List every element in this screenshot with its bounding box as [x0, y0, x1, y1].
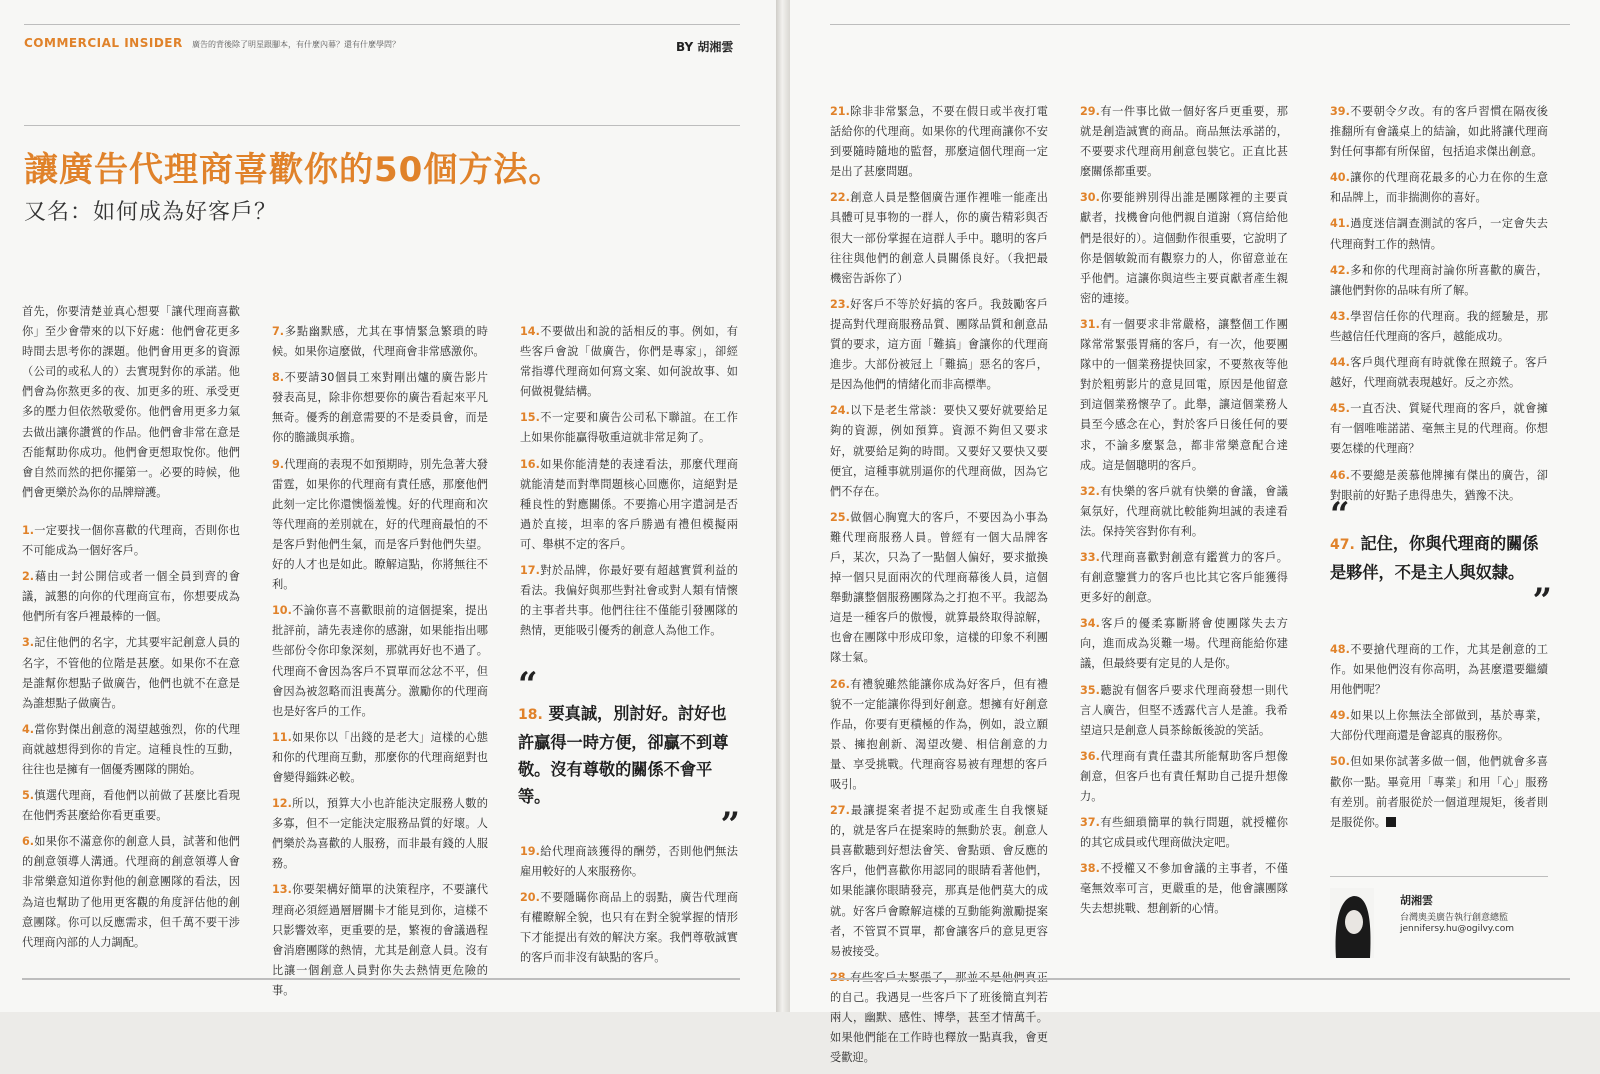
list-item: 24.以下是老生常談：要快又要好就要給足夠的資源，例如預算。資源不夠但又要求好，就要給足夠的時間。又要好又要快又要便宜，這種事就別逼你的代理商做，因為它們不存在。 [830, 404, 1048, 498]
list-item: 16.如果你能清楚的表達看法，那麼代理商就能清楚而對準問題核心回應你，這絕對是種良性的對應關係。不要擔心用字遣詞是否過於直接，坦率的客戶勝過有禮但模擬兩可、舉棋不定的客戶。 [520, 457, 738, 551]
author-rule [1330, 876, 1548, 877]
list-item: 36.代理商有責任盡其所能幫助客戶想像創意，但客戶也有責任幫助自己提升想像力。 [1080, 749, 1288, 803]
column-3 [520, 322, 738, 647]
pull-quote-47 [1330, 495, 1552, 621]
list-item: 12.所以，預算大小也許能決定服務人數的多寡，但不一定能決定服務品質的好壞。人們樂於為喜歡的人服務，而非最有錢的人服務。 [272, 797, 488, 871]
list-item: 11.如果你以「出錢的是老大」這樣的心態和你的代理商互動，那麼你的代理商絕對也會變得錙銖必較。 [272, 730, 488, 784]
section-tag: COMMERCIAL INSIDER [24, 36, 183, 50]
list-item: 38.不授權又不參加會議的主事者，不僅毫無效率可言，更嚴重的是，他會讓團隊失去想挑戰、想創新的心情。 [1080, 862, 1288, 916]
list-item: 20.不要隱瞞你商品上的弱點，廣告代理商有權瞭解全貌，也只有在對全貌掌握的情形下才能提出有效的解決方案。我們尊敬誠實的客戶而非沒有缺點的客戶。 [520, 891, 738, 965]
list-item: 42.多和你的代理商討論你所喜歡的廣告，讓他們對你的品味有所了解。 [1330, 263, 1548, 297]
author-role: 台灣奧美廣告執行創意總監 [1400, 913, 1509, 923]
list-item: 33.代理商喜歡對創意有鑑賞力的客戶。有創意鑒賞力的客戶也比其它客戶能獲得更多好的創意。 [1080, 550, 1288, 605]
list-item: 37.有些細瑣簡單的執行問題，就授權你的其它成員或代理商做決定吧。 [1080, 816, 1288, 850]
list-item: 46.不要總是羨慕他牌擁有傑出的廣告，卻對眼前的好點子患得患失，猶豫不決。 [1330, 468, 1548, 502]
list-item: 41.過度迷信調查測試的客戶，一定會失去代理商對工作的熱情。 [1330, 217, 1548, 251]
open-quote-mark: “ [518, 665, 538, 705]
list-item: 45.一直否決、質疑代理商的客戶，就會擁有一個唯唯諾諾、毫無主見的代理商。你想要怎樣的代理商？ [1330, 402, 1548, 456]
list-item: 43.學習信任你的代理商。我的經驗是，那些越信任代理商的客戶，越能成功。 [1330, 309, 1548, 343]
list-item: 9.代理商的表現不如預期時，別先急著大發雷霆，如果你的代理商有責任感，那麼他們此刻一定比你還懊惱羞愧。好的代理商和次等代理商的差別就在，好的代理商最怕的不是客戶對他們生氣，而是客戶對他們失望。好的人才也是如此。瞭解這點，你將無往不利。 [272, 457, 488, 592]
header-rule [24, 125, 740, 126]
column-1 [22, 302, 240, 959]
list-item: 31.有一個要求非常嚴格，讓整個工作團隊常常緊張胃痛的客戶，有一次，他要團隊中的一個業務提快回家，不要熬夜等他對於粗剪影片的意見回電，原因是他留意到這個業務懷孕了。此舉，讓這個業務人員至今感念在心，對於客戶日後任何的要求，不論多麼緊急，都非常樂意配合達成。這是個聰明的客戶。 [1080, 317, 1288, 472]
list-item: 的自己。我遇見一些客戶下了班後簡直判若兩人，幽默、感性、博學，甚至才情萬千。如果他們能在工作時也釋放一點真我，會更受歡迎。 [830, 990, 1048, 1065]
close-quote-mark: ” [720, 805, 740, 845]
pull-quote-text: 47. 記住，你與代理商的關係是夥伴，不是主人與奴隸。 [1330, 534, 1539, 582]
column-5 [1080, 102, 1288, 926]
list-item: 26.有禮貌雖然能讓你成為好客戶，但有禮貌不一定能讓你得到好創意。想擁有好創意作品，你要有更積極的作為，例如，設立願景、擁抱創新、渴望改變、相信創意的力量、享受挑戰。代理商容易被有理想的客戶吸引。 [830, 677, 1048, 791]
list-item: 25.做個心胸寬大的客戶，不要因為小事為難代理商服務人員。曾經有一個大品牌客戶，某次，只為了一點個人偏好，要求撤換掉一個只見面兩次的代理商幕後人員，這個舉動讓整個服務團隊為之打抱不平。我認為這是一種客戶的傲慢，就算最終取得諒解，也會在團隊中形成印象，這樣的印象不利團隊士氣。 [830, 510, 1048, 665]
list-item: 8.不要請30個員工來對剛出爐的廣告影片發表高見，除非你想要你的廣告看起來平凡無奇。優秀的創意需要的不是委員會，而是你的膽識與承擔。 [272, 371, 488, 445]
list-item: 2.藉由一封公開信或者一個全員到齊的會議，誠懇的向你的代理商宣布，你想要成為他們所有客戶裡最棒的一個。 [22, 570, 240, 624]
byline: BY 胡湘雲 [676, 40, 734, 54]
footer-rule-right [830, 978, 1570, 980]
header-tagline: 廣告的背後除了明星跟腳本，有什麼內幕？還有什麼學問？ [192, 40, 400, 49]
list-item: 21.除非非常緊急，不要在假日或半夜打電話給你的代理商。如果你的代理商讓你不安到要隨時隨地的監督，那麼這個代理商一定是出了甚麼問題。 [830, 105, 1048, 179]
list-item: 13.你要架構好簡單的決策程序，不要讓代理商必須經過層層關卡才能見到你，這樣不只影響效率，更重要的是，繁複的會議過程會消磨團隊的熱情，尤其是創意人員。沒有比讓一個創意人員對你失去熱情更危險的事。 [272, 883, 488, 997]
list-item: 6.如果你不滿意你的創意人員，試著和他們的創意領導人溝通。代理商的創意領導人會非常樂意知道你對他的創意團隊的看法，因為這也幫助了他用更客觀的角度評估他的創意團隊。你可以反應需求，但千萬不要干涉代理商內部的人力調配。 [22, 835, 240, 949]
column-3-lower [520, 842, 738, 975]
list-item: 44.客戶與代理商有時就像在照鏡子。客戶越好，代理商就表現越好。反之亦然。 [1330, 356, 1548, 390]
left-page [0, 0, 776, 1012]
author-photo [1330, 888, 1374, 958]
list-item: 30.你要能辨別得出誰是團隊裡的主要貢獻者，找機會向他們親自道謝（寫信給他們是很好的）。這個動作很重要，它說明了你是個敏銳而有觀察力的人，你留意並在乎他們。這讓你與這些主要貢獻者產生親密的連接。 [1080, 191, 1288, 305]
list-item: 23.好客戶不等於好搞的客戶。我鼓勵客戶提高對代理商服務品質、團隊品質和創意品質的要求，這方面「難搞」會讓你的代理商進步。大部份被冠上「難搞」惡名的客戶，是因為他們的情緒化而非高標準。 [830, 297, 1048, 392]
intro-paragraph: 首先，你要清楚並真心想要「讓代理商喜歡你」至少會帶來的以下好處：他們會花更多時間去思考你的課題。他們會用更多的資源（公司的或私人的）去實現對你的承諾。他們會為你熬更多的夜、加更多的班、承受更多的壓力但依然敬愛你。他們會用更多力氣去做出讓你讚賞的作品。他們會非常在意是否能幫助你成功。他們會更想取悅你。他們會自然而然的把你擺第一。必要的時候，他們會更樂於為你的品牌辯護。 [22, 305, 240, 499]
list-item: 5.慎選代理商，看他們以前做了甚麼比看現在他們秀甚麼給你看更重要。 [22, 789, 240, 823]
list-item: 17.對於品牌，你最好要有超越實質利益的看法。我偏好與那些對社會或對人類有情懷的主事者共事。他們往往不僅能引發團隊的熱情，更能吸引優秀的創意人為他工作。 [520, 564, 738, 638]
header-top-rule [24, 24, 740, 25]
pull-quote-text: 18. 要真誠，別討好。討好也許贏得一時方便，卻贏不到尊敬。沒有尊敬的關係不會平等。 [518, 704, 729, 806]
close-quote-mark: ” [1532, 581, 1552, 621]
list-item: 15.不一定要和廣告公司私下聯誼。在工作上如果你能贏得敬重這就非常足夠了。 [520, 411, 738, 445]
list-item: 35.聽說有個客戶要求代理商發想一則代言人廣告，但堅不透露代言人是誰。我希望這只是創意人員茶餘飯後說的笑話。 [1080, 683, 1288, 737]
list-item: 34.客戶的優柔寡斷將會使團隊失去方向，進而成為災難一場。代理商能給你建議，但最終要有定見的人是你。 [1080, 617, 1288, 671]
list-item: 10.不論你喜不喜歡眼前的這個提案，提出批評前，請先表達你的感謝，如果能指出哪些部份令你印象深刻，那就再好也不過了。代理商不會因為客戶不買單而忿忿不平，但會因為被忽略而沮喪萬分。激勵你的代理商也是好客戶的工作。 [272, 604, 488, 718]
author-box [1330, 888, 1560, 968]
list-item: 29.有一件事比做一個好客戶更重要，那就是創造誠實的商品。商品無法承諾的，不要要求代理商用創意包裝它。正直比甚麼關係都重要。 [1080, 105, 1288, 179]
list-item: 39.不要朝令夕改。有的客戶習慣在隔夜後推翻所有會議桌上的結論，如此將讓代理商對任何事都有所保留，包括追求傑出創意。 [1330, 105, 1548, 159]
list-item: 32.有快樂的客戶就有快樂的會議，會議氣氛好，代理商就比較能夠坦誠的表達看法。保持笑容對你有利。 [1080, 484, 1288, 538]
footer-rule [22, 978, 740, 980]
list-item: 48.不要搶代理商的工作，尤其是創意的工作。如果他們沒有你高明，為甚麼還要繼續用他們呢？ [1330, 643, 1548, 697]
column-6 [1330, 102, 1548, 512]
spine-gutter [776, 0, 790, 1012]
open-quote-mark: “ [1330, 495, 1350, 535]
column-2 [272, 322, 488, 1007]
article-subtitle: 又名：如何成為好客戶？ [24, 200, 278, 225]
list-item: 22.創意人員是整個廣告運作裡唯一能產出具體可見事物的一群人，你的廣告精彩與否很大一部份掌握在這群人手中。聰明的客戶往往與他們的創意人員關係良好。（我把最機密告訴你了） [830, 191, 1048, 285]
header-top-rule-right [830, 24, 1570, 25]
list-item: 49.如果以上你無法全部做到，基於專業，大部份代理商還是會認真的服務你。 [1330, 709, 1548, 743]
list-item: 14.不要做出和說的話相反的事。例如，有些客戶會說「做廣告，你們是專家」，卻經常指導代理商如何寫文案、如何說故事、如何做視覺結構。 [520, 325, 738, 399]
right-page [790, 0, 1600, 1065]
pull-quote-18 [518, 665, 740, 845]
list-item: 19.給代理商該獲得的酬勞，否則他們無法雇用較好的人來服務你。 [520, 845, 738, 879]
list-item: 27.最讓提案者提不起勁或產生自我懷疑的，就是客戶在提案時的無動於衷。創意人員喜歡聽到好想法會笑、會點頭、會反應的客戶，他們喜歡你用認同的眼睛看著他們，如果能讓你眼睛發亮，那真是他們莫大的成就。好客戶會瞭解這樣的互動能夠激勵提案者，不管買不買單，都會讓客戶的意見更容易被接受。 [830, 804, 1048, 958]
author-name: 胡湘雲 [1400, 894, 1433, 907]
end-of-article-mark [1386, 817, 1396, 827]
column-6-lower [1330, 640, 1548, 839]
author-email: jennifersy.hu@ogilvy.com [1400, 924, 1515, 934]
list-item: 3.記住他們的名字，尤其要牢記創意人員的名字，不管他的位階是甚麼。如果你不在意是誰幫你想點子做廣告，他們也就不在意是為誰想點子做廣告。 [22, 636, 240, 710]
article-title: 讓廣告代理商喜歡你的50個方法。 [24, 150, 564, 190]
list-item: 1.一定要找一個你喜歡的代理商，否則你也不可能成為一個好客戶。 [22, 523, 240, 558]
column-4 [830, 102, 1048, 1074]
list-item: 4.當你對傑出創意的渴望越強烈，你的代理商就越想得到你的肯定。這種良性的互動，往往也是擁有一個優秀團隊的開始。 [22, 722, 240, 776]
list-item: 40.讓你的代理商花最多的心力在你的生意和品牌上，而非揣測你的喜好。 [1330, 171, 1548, 205]
list-item: 50.但如果你試著多做一個，他們就會多喜歡你一點。畢竟用「專業」和用「心」服務有差別。前者服從於一個道理規矩，後者則是服從你。 [1330, 755, 1548, 829]
list-item: 7.多點幽默感，尤其在事情緊急繁瑣的時候。如果你這麼做，代理商會非常感激你。 [272, 325, 488, 359]
